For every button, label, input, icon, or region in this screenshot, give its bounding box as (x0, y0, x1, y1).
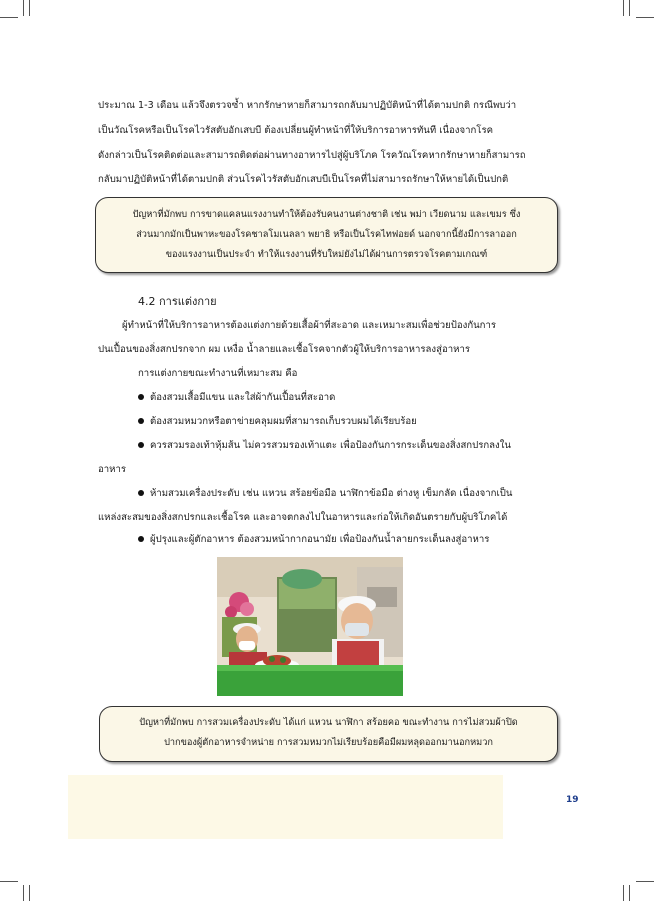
bullet-item (138, 438, 511, 453)
paragraph-line: ดังกล่าวเป็นโรคติดต่อและสามารถติดต่อผ่านทางอาหารไปสู่ผู้บริโภค โรควัณโรคหากรักษาหายก็สามารถ (98, 150, 526, 161)
body-line: ผู้ทำหน้าที่ให้บริการอาหารต้องแต่งกายด้วยเสื้อผ้าที่สะอาด และเหมาะสมเพื่อช่วยป้องกันการ (122, 320, 497, 331)
problem-callout-box (99, 706, 558, 762)
crop-mark (0, 17, 18, 18)
paragraph-line: ประมาณ 1-3 เดือน แล้วจึงตรวจซ้ำ หากรักษาหายก็สามารถกลับมาปฏิบัติหน้าที่ได้ตามปกติ กรณีพบว่า (98, 100, 517, 111)
paragraph-line: เป็นวัณโรคหรือเป็นโรคไวรัสตับอักเสบบี ต้องเปลี่ยนผู้ทำหน้าที่ให้บริการอาหารทันที เนื่องจากโรค (98, 125, 494, 136)
bullet-icon (138, 418, 144, 424)
bullet-item (138, 390, 335, 405)
crop-mark (623, 885, 624, 901)
footer-band (68, 775, 503, 839)
body-line: ปนเปื้อนของสิ่งสกปรกจาก ผม เหงื่อ น้ำลายและเชื้อโรคจากตัวผู้ให้บริการอาหารลงสู่อาหาร (98, 344, 470, 355)
bullet-icon (138, 536, 144, 542)
crop-mark (29, 885, 30, 901)
body-line: การแต่งกายขณะทำงานที่เหมาะสม คือ (138, 368, 298, 379)
crop-mark (623, 0, 624, 16)
bullet-icon (138, 442, 144, 448)
crop-mark (629, 0, 630, 16)
bullet-text: ห้ามสวมเครื่องประดับ เช่น แหวน สร้อยข้อมือ นาฬิกาข้อมือ ต่างหู เข็มกลัด เนื่องจากเป็น (150, 488, 513, 499)
photo-illustration (217, 557, 403, 696)
callout-line: ปัญหาที่มักพบ การขาดแคลนแรงงานทำให้ต้องรับคนงานต่างชาติ เช่น พม่า เวียดนาม และเขมร ซึ่ง (132, 209, 521, 220)
crop-mark (23, 0, 24, 16)
bullet-continuation: อาหาร (98, 464, 127, 475)
bullet-item (138, 414, 417, 429)
crop-mark (636, 17, 654, 18)
callout-line: ของแรงงานเป็นประจำ ทำให้แรงงานที่รับใหม่ยังไม่ได้ผ่านการตรวจโรคตามเกณฑ์ (165, 249, 488, 260)
bullet-text: ควรสวมรองเท้าหุ้มส้น ไม่ควรสวมรองเท้าแตะ เพื่อป้องกันการกระเด็นของสิ่งสกปรกลงใน (150, 440, 511, 451)
callout-line: ส่วนมากมักเป็นพาหะของโรคชาลโมเนลลา พยาธิ หรือเป็นโรคไทฟอยด์ นอกจากนี้ยังมีการลาออก (136, 229, 517, 240)
crop-mark (636, 881, 654, 882)
page-number: 19 (566, 795, 579, 805)
bullet-continuation: แหล่งสะสมของสิ่งสกปรกและเชื้อโรค และอาจตกลงไปในอาหารและก่อให้เกิดอันตรายกับผู้บริโภคได้ (98, 512, 508, 523)
bullet-text: ต้องสวมหมวกหรือตาข่ายคลุมผมที่สามารถเก็บรวบผมได้เรียบร้อย (150, 416, 417, 427)
bullet-text: ผู้ปรุงและผู้ตักอาหาร ต้องสวมหน้ากากอนามัย เพื่อป้องกันน้ำลายกระเด็นลงสู่อาหาร (150, 534, 490, 545)
crop-mark (29, 0, 30, 16)
paragraph-line: กลับมาปฏิบัติหน้าที่ได้ตามปกติ ส่วนโรคไวรัสตับอักเสบบีเป็นโรคที่ไม่สามารถรักษาให้หายได้เป็นปกติ (98, 174, 509, 185)
bullet-icon (138, 490, 144, 496)
food-service-photo (217, 557, 403, 696)
crop-mark (23, 885, 24, 901)
bullet-text: ต้องสวมเสื้อมีแขน และใส่ผ้ากันเปื้อนที่สะอาด (150, 392, 336, 403)
callout-line: ปัญหาที่มักพบ การสวมเครื่องประดับ ได้แก่ แหวน นาฬิกา สร้อยคอ ขณะทำงาน การไม่สวมผ้าปิด (139, 717, 518, 728)
problem-callout-box (95, 197, 558, 273)
section-heading: 4.2 การแต่งกาย (138, 295, 217, 308)
crop-mark (629, 885, 630, 901)
bullet-item (138, 532, 489, 547)
callout-line: ปากของผู้ตักอาหารจำหน่าย การสวมหมวกไม่เรียบร้อยคือมีผมหลุดออกมานอกหมวก (164, 737, 493, 748)
crop-mark (0, 881, 18, 882)
bullet-item (138, 486, 512, 501)
bullet-icon (138, 394, 144, 400)
